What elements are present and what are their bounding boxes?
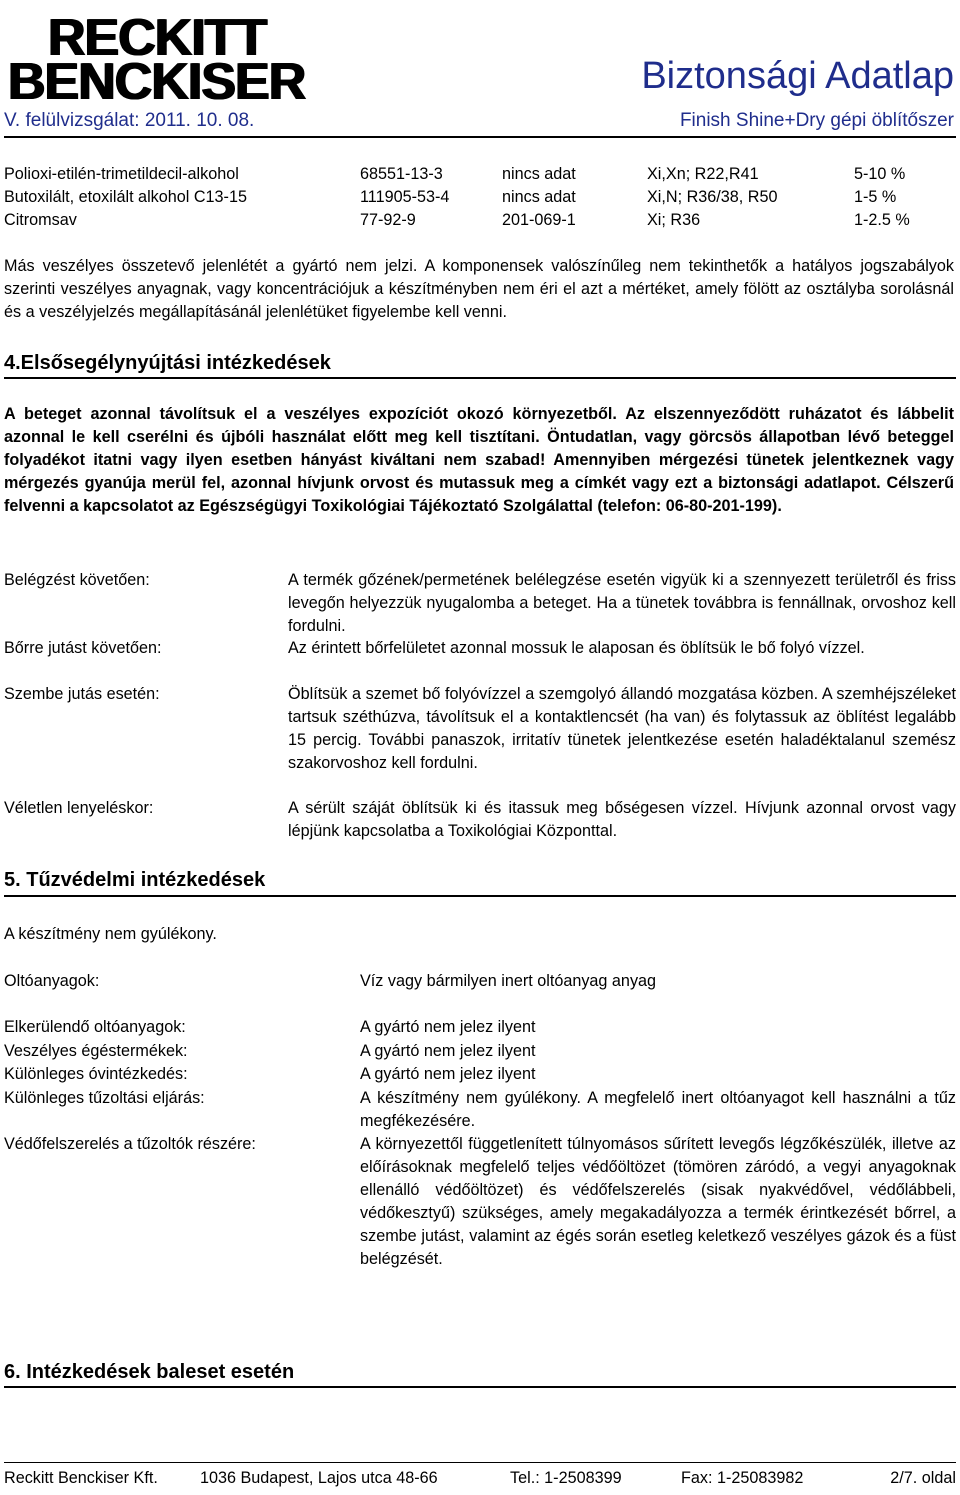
logo-line-2: BENCKISER bbox=[8, 53, 306, 111]
fire-measure-label: Oltóanyagok: bbox=[4, 972, 100, 990]
ingredient-cas: 111905-53-4 bbox=[360, 188, 450, 206]
ingredient-conc: 1-2.5 % bbox=[854, 211, 910, 229]
ingredient-einecs: nincs adat bbox=[502, 165, 576, 183]
footer-address: 1036 Budapest, Lajos utca 48-66 bbox=[200, 1469, 438, 1487]
section-4-intro: A beteget azonnal távolítsuk el a veszélyes expozíciót okozó környezetből. Az elszennyeződött ruházatot és lábbelit azonnal le kell cserélni és újbóli használat előtt meg kell tisztítani. Öntudatlan, vagy görcsös állapotban lévő beteggel folyadékot itatni vagy ilyen esetben hányást kiváltani nem szabad! Amennyiben mérgezési tünetek jelentkeznek vagy mérgezés gyanúja merül fel, azonnal hívjunk orvost és mutassuk meg a címkét vagy ezt a biztonsági adatlapot. Célszerű felvenni a kapcsolatot az Egészségügyi Toxikológiai Tájékoztató Szolgálattal (telefon: 06-80-201-199). bbox=[4, 405, 954, 515]
footer-divider bbox=[4, 1462, 956, 1463]
document-title: Biztonsági Adatlap bbox=[641, 55, 954, 97]
fire-measure-label: Védőfelszerelés a tűzoltók részére: bbox=[4, 1135, 256, 1153]
ingredient-name: Citromsav bbox=[4, 211, 77, 229]
first-aid-text: Az érintett bőrfelületet azonnal mossuk le alaposan és öblítsük le bő folyó vízzel. bbox=[288, 639, 865, 657]
other-hazard-paragraph: Más veszélyes összetevő jelenlétét a gyártó nem jelzi. A komponensek valószínűleg nem tekinthetők a hatályos jogszabályok szerinti veszélyes anyagnak, vagy koncentrációjuk a készítményben nem éri el azt a mértéket, amely fölött az osztályba sorolásnál és a veszélyjelzés megállapításánál jelenlétüket figyelembe kell venni. bbox=[4, 257, 954, 321]
ingredient-conc: 1-5 % bbox=[854, 188, 897, 206]
footer-company: Reckitt Benckiser Kft. bbox=[4, 1469, 158, 1487]
section-5-intro: A készítmény nem gyúlékony. bbox=[4, 925, 217, 943]
ingredient-class: Xi,Xn; R22,R41 bbox=[647, 165, 759, 183]
first-aid-label: Bőrre jutást követően: bbox=[4, 639, 162, 657]
fire-measure-text: Víz vagy bármilyen inert oltóanyag anyag bbox=[360, 972, 657, 990]
ingredient-name: Polioxi-etilén-trimetildecil-alkohol bbox=[4, 165, 239, 183]
first-aid-text: A sérült száját öblítsük ki és itassuk meg bőségesen vízzel. Hívjunk azonnal orvost vagy lépjünk kapcsolatba a Toxikológiai Központtal. bbox=[288, 799, 956, 840]
fire-measure-text: A készítmény nem gyúlékony. A megfelelő inert oltóanyagot kell használni a tűz megfékezésére. bbox=[360, 1089, 956, 1130]
footer-tel: Tel.: 1-2508399 bbox=[510, 1469, 622, 1487]
first-aid-text: A termék gőzének/permetének belélegzése esetén vigyük ki a szennyezett területről és friss levegőn helyezzük nyugalomba a beteget. Ha a tünetek továbbra is fennállnak, orvoshoz kell fordulni. bbox=[288, 571, 956, 635]
fire-measure-label: Elkerülendő oltóanyagok: bbox=[4, 1018, 186, 1036]
ingredient-row bbox=[4, 186, 956, 208]
section-5-divider bbox=[4, 895, 956, 897]
revision-date: V. felülvizsgálat: 2011. 10. 08. bbox=[4, 110, 255, 131]
fire-measure-text: A gyártó nem jelez ilyent bbox=[360, 1065, 536, 1083]
ingredient-cas: 77-92-9 bbox=[360, 211, 416, 229]
footer-page-number: 2/7. oldal bbox=[890, 1469, 956, 1487]
logo-line-1: RECKITT bbox=[48, 9, 267, 67]
first-aid-label: Véletlen lenyeléskor: bbox=[4, 799, 154, 817]
ingredient-conc: 5-10 % bbox=[854, 165, 906, 183]
ingredient-class: Xi,N; R36/38, R50 bbox=[647, 188, 778, 206]
first-aid-text: Öblítsük a szemet bő folyóvízzel a szemgolyó állandó mozgatása közben. A szemhéjszéleket tartsuk széthúzva, távolítsuk el a kontaktlencsét (ha van) és folytassuk az öblítést legalább 15 percig. További panaszok, irritatív tünetek jelentkezése esetén haladéktalanul szemész szakorvoshoz kell fordulni. bbox=[288, 685, 956, 772]
first-aid-label: Belégzést követően: bbox=[4, 571, 150, 589]
ingredient-cas: 68551-13-3 bbox=[360, 165, 443, 183]
ingredient-name: Butoxilált, etoxilált alkohol C13-15 bbox=[4, 188, 247, 206]
first-aid-label: Szembe jutás esetén: bbox=[4, 685, 160, 703]
section-4-divider bbox=[4, 377, 956, 379]
fire-measure-label: Különleges tűzoltási eljárás: bbox=[4, 1089, 205, 1107]
ingredient-einecs: nincs adat bbox=[502, 188, 576, 206]
fire-measure-text: A gyártó nem jelez ilyent bbox=[360, 1018, 536, 1036]
footer-fax: Fax: 1-25083982 bbox=[681, 1469, 804, 1487]
product-name: Finish Shine+Dry gépi öblítőszer bbox=[679, 110, 954, 131]
section-6-heading: 6. Intézkedések baleset esetén bbox=[4, 1361, 295, 1383]
footer bbox=[4, 1467, 956, 1489]
section-5-heading: 5. Tűzvédelmi intézkedések bbox=[4, 869, 266, 891]
ingredient-class: Xi; R36 bbox=[647, 211, 701, 229]
section-4-heading: 4.Elsősegélynyújtási intézkedések bbox=[4, 352, 331, 374]
ingredient-row bbox=[4, 209, 956, 231]
fire-measure-text: A környezettől függetlenített túlnyomásos sűrített levegős légzőkészülék, illetve az előírásoknak megfelelő teljes védőöltözet (tömören záródó, a vegyi anyagoknak ellenálló védőöltözet) és védőfelszerelés (sisak nyakvédővel, védőlábbeli, védőkesztyű) szükséges, amely megakadályozza a termék érintkezését bőrrel, a szembe jutást, valamint az égés során esetleg keletkező veszélyes gázok és a füst belégzését. bbox=[360, 1135, 956, 1268]
fire-measure-text: A gyártó nem jelez ilyent bbox=[360, 1042, 536, 1060]
ingredient-einecs: 201-069-1 bbox=[502, 211, 576, 229]
fire-measure-label: Veszélyes égéstermékek: bbox=[4, 1042, 188, 1060]
section-6-divider bbox=[4, 1386, 956, 1388]
ingredient-row bbox=[4, 163, 956, 185]
header-divider bbox=[4, 136, 956, 138]
fire-measure-label: Különleges óvintézkedés: bbox=[4, 1065, 188, 1083]
